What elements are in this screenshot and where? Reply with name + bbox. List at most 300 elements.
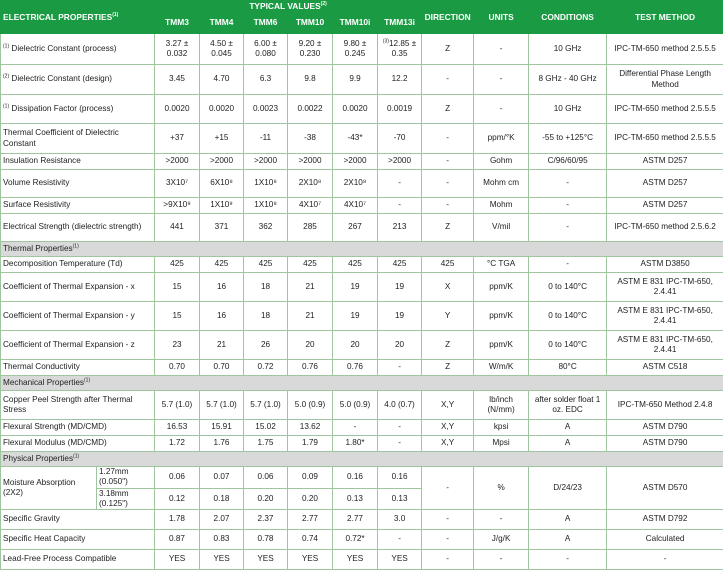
- value-text: -: [398, 362, 401, 372]
- value-cell: [200, 198, 244, 214]
- conditions-cell: -: [529, 198, 607, 214]
- value-cell: [200, 360, 244, 376]
- section-title-text: Mechanical Properties: [3, 377, 85, 387]
- value-text: 0.0020: [208, 103, 235, 113]
- value-text: 2.37: [257, 514, 274, 524]
- test-method-cell: ASTM E 831 IPC-TM-650, 2.4.41: [607, 331, 723, 360]
- value-text: 16: [216, 281, 227, 291]
- direction-cell: -: [422, 550, 474, 570]
- value-cell: [378, 420, 422, 436]
- units-cell: -: [474, 95, 529, 124]
- value-cell: [333, 530, 378, 550]
- value-cell: [333, 273, 378, 302]
- value-text: +37: [170, 133, 184, 143]
- value-cell: [244, 95, 288, 124]
- value-cell: [155, 530, 200, 550]
- value-text: >2000: [343, 156, 367, 166]
- value-cell: [378, 257, 422, 273]
- value-cell: [200, 273, 244, 302]
- value-text: 19: [350, 310, 360, 320]
- typical-values-header: TYPICAL VALUES$^{(2)}$: [155, 1, 422, 13]
- value-text: 20: [305, 339, 315, 349]
- conditions-cell: 10 GHz: [529, 34, 607, 65]
- value-cell: [244, 510, 288, 530]
- value-text: 0.70: [169, 362, 185, 372]
- value-text: 3.27 ± 0.032: [165, 38, 189, 58]
- property-label-text: Dissipation Factor (process): [11, 103, 114, 113]
- units-cell: ppm/°K: [474, 124, 529, 154]
- table-row: [1, 154, 723, 170]
- footnote-marker: (2): [3, 73, 10, 80]
- value-text: 12.85 ± 0.35: [388, 38, 417, 58]
- value-cell: [244, 214, 288, 242]
- grade-header: TMM6: [244, 12, 288, 34]
- property-label: [1, 170, 155, 198]
- property-label: [1, 214, 155, 242]
- value-cell: [244, 170, 288, 198]
- value-cell: [155, 510, 200, 530]
- units-cell: °C TGA: [474, 257, 529, 273]
- value-text: 425: [170, 259, 184, 269]
- value-cell: [378, 550, 422, 570]
- table-row: [1, 257, 723, 273]
- value-cell: [155, 550, 200, 570]
- direction-cell: -: [422, 510, 474, 530]
- value-text: 1X10⁸: [254, 178, 277, 188]
- value-text: -: [398, 438, 401, 448]
- value-cell: [200, 510, 244, 530]
- value-cell: [200, 95, 244, 124]
- value-cell: [288, 257, 333, 273]
- table-row: [1, 95, 723, 124]
- direction-cell: -: [422, 198, 474, 214]
- value-text: >2000: [298, 156, 322, 166]
- value-text: 0.76: [302, 362, 318, 372]
- value-text: 15.91: [211, 422, 232, 432]
- property-label: [1, 510, 155, 530]
- value-text: -: [398, 422, 401, 432]
- value-text: 9.80 ± 0.245: [343, 38, 367, 58]
- grade-header: TMM13i: [378, 12, 422, 34]
- property-label-text: Flexural Modulus (MD/CMD): [3, 438, 107, 448]
- test-method-cell: ASTM D257: [607, 154, 723, 170]
- value-text: 0.87: [169, 534, 185, 544]
- value-text: 2.77: [302, 514, 318, 524]
- value-text: 4.0 (0.7): [384, 399, 415, 409]
- value-cell: 0.06: [155, 467, 200, 489]
- value-cell: 0.06: [244, 467, 288, 489]
- value-text: 15: [172, 281, 182, 291]
- property-label-text: Thermal Conductivity: [3, 362, 80, 372]
- value-cell: [155, 170, 200, 198]
- section-header-row: [1, 242, 723, 257]
- value-cell: [200, 331, 244, 360]
- moisture-absorption-label: Moisture Absorption (2X2): [1, 467, 97, 510]
- value-cell: [288, 510, 333, 530]
- value-cell: [288, 391, 333, 420]
- value-cell: [244, 198, 288, 214]
- property-label-text: Insulation Resistance: [3, 156, 81, 166]
- value-text: -: [398, 178, 401, 188]
- units-cell: -: [474, 510, 529, 530]
- table-row: [1, 214, 723, 242]
- value-cell: [333, 436, 378, 452]
- direction-cell: X,Y: [422, 436, 474, 452]
- value-cell: [200, 550, 244, 570]
- section-title-text: Thermal Properties: [3, 243, 73, 253]
- value-cell: [200, 257, 244, 273]
- grade-header: TMM10: [288, 12, 333, 34]
- units-cell: -: [474, 550, 529, 570]
- test-method-cell: ASTM C518: [607, 360, 723, 376]
- value-text: YES: [168, 554, 186, 564]
- section-title-text: Physical Properties: [3, 453, 74, 463]
- test-method-cell: IPC-TM-650 method 2.5.5.5: [607, 95, 723, 124]
- value-cell: [200, 124, 244, 154]
- value-cell: [333, 170, 378, 198]
- value-cell: [288, 273, 333, 302]
- property-label-text: Surface Resistivity: [3, 200, 71, 210]
- table-row: [1, 273, 723, 302]
- value-text: 2.77: [347, 514, 363, 524]
- property-label-text: Flexural Strength (MD/CMD): [3, 422, 107, 432]
- value-text: 1X10⁹: [210, 200, 233, 210]
- property-label: [1, 154, 155, 170]
- table-row: [1, 302, 723, 331]
- value-text: 1.75: [257, 438, 274, 448]
- value-text: 6.00 ± 0.080: [254, 38, 277, 58]
- value-text: >9X10⁹: [163, 200, 191, 210]
- value-text: 4.70: [213, 74, 230, 84]
- table-row: [1, 360, 723, 376]
- thickness-label: 3.18mm (0.125"): [97, 488, 155, 510]
- value-cell: [244, 273, 288, 302]
- value-cell: [244, 436, 288, 452]
- property-label-text: Dielectric Constant (process): [11, 43, 117, 53]
- value-cell: [244, 530, 288, 550]
- value-cell: [378, 214, 422, 242]
- value-cell: [288, 550, 333, 570]
- direction-cell: -: [422, 154, 474, 170]
- value-cell: 0.07: [200, 467, 244, 489]
- value-text: 0.0022: [297, 103, 323, 113]
- footnote-marker: (1): [73, 453, 80, 460]
- value-text: YES: [213, 554, 230, 564]
- conditions-cell: A: [529, 530, 607, 550]
- property-label: [1, 530, 155, 550]
- direction-cell: Z: [422, 214, 474, 242]
- direction-cell: X,Y: [422, 420, 474, 436]
- value-cell: [155, 360, 200, 376]
- value-text: 0.78: [257, 534, 274, 544]
- direction-header: DIRECTION: [422, 1, 474, 34]
- value-cell: [244, 302, 288, 331]
- value-text: 1.72: [169, 438, 185, 448]
- table-row: [1, 530, 723, 550]
- units-header: UNITS: [474, 1, 529, 34]
- value-cell: [244, 420, 288, 436]
- units-cell: ppm/K: [474, 331, 529, 360]
- value-text: 2X10⁸: [298, 178, 322, 188]
- value-cell: [155, 331, 200, 360]
- value-text: 16: [216, 310, 227, 320]
- property-label-text: Electrical Strength (dielectric strength): [3, 222, 142, 232]
- value-cell: 0.13: [378, 488, 422, 510]
- value-cell: [333, 65, 378, 95]
- value-cell: [378, 273, 422, 302]
- value-cell: [200, 391, 244, 420]
- value-text: 21: [305, 281, 315, 291]
- value-text: YES: [301, 554, 319, 564]
- value-cell: [378, 95, 422, 124]
- value-cell: [378, 170, 422, 198]
- value-cell: [378, 65, 422, 95]
- value-text: +15: [214, 133, 229, 143]
- value-text: 0.83: [213, 534, 230, 544]
- property-label: [1, 34, 155, 65]
- direction-cell: Z: [422, 95, 474, 124]
- conditions-cell: 80°C: [529, 360, 607, 376]
- value-cell: [288, 331, 333, 360]
- direction-cell: Y: [422, 302, 474, 331]
- conditions-cell: -: [529, 214, 607, 242]
- value-cell: [333, 95, 378, 124]
- test-method-cell: ASTM D570: [607, 467, 723, 510]
- conditions-cell: C/96/60/95: [529, 154, 607, 170]
- section-title: [1, 242, 723, 257]
- value-text: 285: [303, 222, 317, 232]
- value-text: YES: [391, 554, 408, 564]
- value-cell: [333, 302, 378, 331]
- value-cell: [244, 360, 288, 376]
- value-cell: [244, 331, 288, 360]
- units-cell: lb/inch (N/mm): [474, 391, 529, 420]
- units-cell: Mohm: [474, 198, 529, 214]
- value-cell: [288, 95, 333, 124]
- value-cell: [378, 124, 422, 154]
- value-text: 425: [392, 259, 407, 269]
- value-cell: [378, 331, 422, 360]
- value-text: 362: [258, 222, 273, 232]
- test-method-cell: ASTM E 831 IPC-TM-650, 2.4.41: [607, 273, 723, 302]
- value-text: 18: [260, 310, 271, 320]
- value-cell: [333, 214, 378, 242]
- value-cell: [244, 34, 288, 65]
- value-text: 15: [172, 310, 182, 320]
- conditions-cell: A: [529, 436, 607, 452]
- direction-cell: X: [422, 273, 474, 302]
- units-cell: Mpsi: [474, 436, 529, 452]
- units-cell: ppm/K: [474, 273, 529, 302]
- value-cell: [288, 530, 333, 550]
- property-label: [1, 95, 155, 124]
- test-method-cell: IPC-TM-650 method 2.5.5.5: [607, 124, 723, 154]
- value-text: 21: [216, 339, 227, 349]
- direction-cell: Z: [422, 34, 474, 65]
- value-text: 1.79: [302, 438, 318, 448]
- direction-cell: -: [422, 467, 474, 510]
- direction-cell: 425: [422, 257, 474, 273]
- value-cell: [244, 154, 288, 170]
- value-text: 425: [258, 259, 273, 269]
- value-text: YES: [346, 554, 364, 564]
- conditions-cell: after solder float 1 oz. EDC: [529, 391, 607, 420]
- value-text: 19: [395, 310, 405, 320]
- value-cell: [333, 420, 378, 436]
- value-text: 6X10⁸: [210, 178, 233, 188]
- grade-header: TMM10i: [333, 12, 378, 34]
- table-row: [1, 331, 723, 360]
- value-text: 2.07: [213, 514, 230, 524]
- value-cell: [378, 436, 422, 452]
- table-body: [1, 34, 723, 570]
- value-cell: [155, 273, 200, 302]
- value-cell: [378, 302, 422, 331]
- table-row: [1, 391, 723, 420]
- value-text: 16.53: [166, 422, 188, 432]
- value-cell: [333, 360, 378, 376]
- property-label-text: Specific Heat Capacity: [3, 534, 86, 544]
- value-cell: 0.13: [333, 488, 378, 510]
- value-text: 425: [348, 259, 362, 269]
- value-text: 5.0 (0.9): [294, 399, 326, 409]
- property-label: [1, 124, 155, 154]
- value-cell: [378, 198, 422, 214]
- value-cell: [288, 198, 333, 214]
- value-text: 13.62: [299, 422, 321, 432]
- value-text: 15.02: [255, 422, 276, 432]
- value-cell: [333, 198, 378, 214]
- conditions-cell: -: [529, 170, 607, 198]
- table-header: [1, 1, 723, 34]
- value-text: 4X10⁷: [298, 200, 322, 210]
- value-cell: [244, 257, 288, 273]
- table-row: [1, 436, 723, 452]
- value-cell: [333, 124, 378, 154]
- value-text: 371: [214, 222, 229, 232]
- direction-cell: -: [422, 530, 474, 550]
- value-cell: [244, 391, 288, 420]
- value-text: -: [398, 200, 401, 210]
- value-cell: [378, 530, 422, 550]
- property-label-text: Coefficient of Thermal Expansion - x: [3, 281, 135, 291]
- test-method-cell: Calculated: [607, 530, 723, 550]
- conditions-cell: -: [529, 257, 607, 273]
- value-text: 5.0 (0.9): [339, 399, 371, 409]
- value-text: 0.0023: [252, 103, 279, 113]
- conditions-cell: -55 to +125°C: [529, 124, 607, 154]
- value-text: -38: [304, 133, 316, 143]
- value-cell: [155, 34, 200, 65]
- value-text: 12.2: [391, 74, 408, 84]
- units-cell: Mohm cm: [474, 170, 529, 198]
- test-method-cell: -: [607, 550, 723, 570]
- value-cell: [333, 34, 378, 65]
- value-cell: [378, 154, 422, 170]
- units-cell: kpsi: [474, 420, 529, 436]
- value-cell: [333, 154, 378, 170]
- value-text: 441: [170, 222, 184, 232]
- value-text: 4X10⁷: [343, 200, 367, 210]
- value-cell: [288, 124, 333, 154]
- direction-cell: -: [422, 65, 474, 95]
- direction-cell: -: [422, 170, 474, 198]
- section-header-row: [1, 376, 723, 391]
- table-row: [1, 467, 723, 489]
- value-text: YES: [257, 554, 274, 564]
- value-cell: [155, 198, 200, 214]
- value-text: 0.0020: [342, 103, 368, 113]
- value-text: 26: [260, 339, 271, 349]
- footnote-marker: (1): [72, 243, 79, 250]
- footnote-marker: (3): [382, 38, 389, 45]
- value-text: 20: [395, 339, 405, 349]
- value-cell: [333, 257, 378, 273]
- value-cell: [155, 302, 200, 331]
- property-label: [1, 65, 155, 95]
- value-cell: [155, 436, 200, 452]
- test-method-cell: IPC-TM-650 method 2.5.5.5: [607, 34, 723, 65]
- value-text: -70: [393, 133, 406, 143]
- direction-cell: Z: [422, 331, 474, 360]
- value-cell: [288, 214, 333, 242]
- value-cell: [378, 391, 422, 420]
- test-method-cell: ASTM D792: [607, 510, 723, 530]
- value-cell: 0.20: [244, 488, 288, 510]
- value-cell: [333, 510, 378, 530]
- value-text: 1X10⁸: [254, 200, 277, 210]
- table-row: [1, 550, 723, 570]
- value-text: 9.8: [304, 74, 316, 84]
- value-cell: [200, 154, 244, 170]
- direction-cell: -: [422, 124, 474, 154]
- grade-header: TMM3: [155, 12, 200, 34]
- footnote-marker: (1): [84, 377, 91, 384]
- units-cell: J/g/K: [474, 530, 529, 550]
- value-cell: [155, 257, 200, 273]
- section-title: [1, 376, 723, 391]
- test-method-cell: ASTM D3850: [607, 257, 723, 273]
- value-cell: [288, 154, 333, 170]
- value-text: 23: [172, 339, 182, 349]
- units-cell: -: [474, 34, 529, 65]
- value-text: 18: [260, 281, 271, 291]
- value-text: 0.0019: [387, 103, 413, 113]
- units-cell: Gohm: [474, 154, 529, 170]
- electrical-properties-header: ELECTRICAL PROPERTIES$^{(1)}$: [1, 1, 155, 34]
- value-text: -11: [259, 133, 272, 143]
- value-cell: 0.18: [200, 488, 244, 510]
- value-text: 6.3: [259, 74, 272, 84]
- value-cell: 0.16: [378, 467, 422, 489]
- direction-cell: X,Y: [422, 391, 474, 420]
- property-label: [1, 331, 155, 360]
- value-text: >2000: [254, 156, 278, 166]
- test-method-cell: IPC-TM-650 method 2.5.6.2: [607, 214, 723, 242]
- test-method-header: TEST METHOD: [607, 1, 723, 34]
- direction-cell: Z: [422, 360, 474, 376]
- value-cell: [200, 214, 244, 242]
- value-text: 425: [214, 259, 229, 269]
- value-text: 0.70: [213, 362, 230, 372]
- value-text: 1.76: [213, 438, 230, 448]
- value-cell: [155, 65, 200, 95]
- value-cell: [378, 360, 422, 376]
- test-method-cell: IPC-TM-650 Method 2.4.8: [607, 391, 723, 420]
- conditions-cell: A: [529, 510, 607, 530]
- property-label-text: Coefficient of Thermal Expansion - z: [3, 339, 135, 349]
- value-cell: [288, 436, 333, 452]
